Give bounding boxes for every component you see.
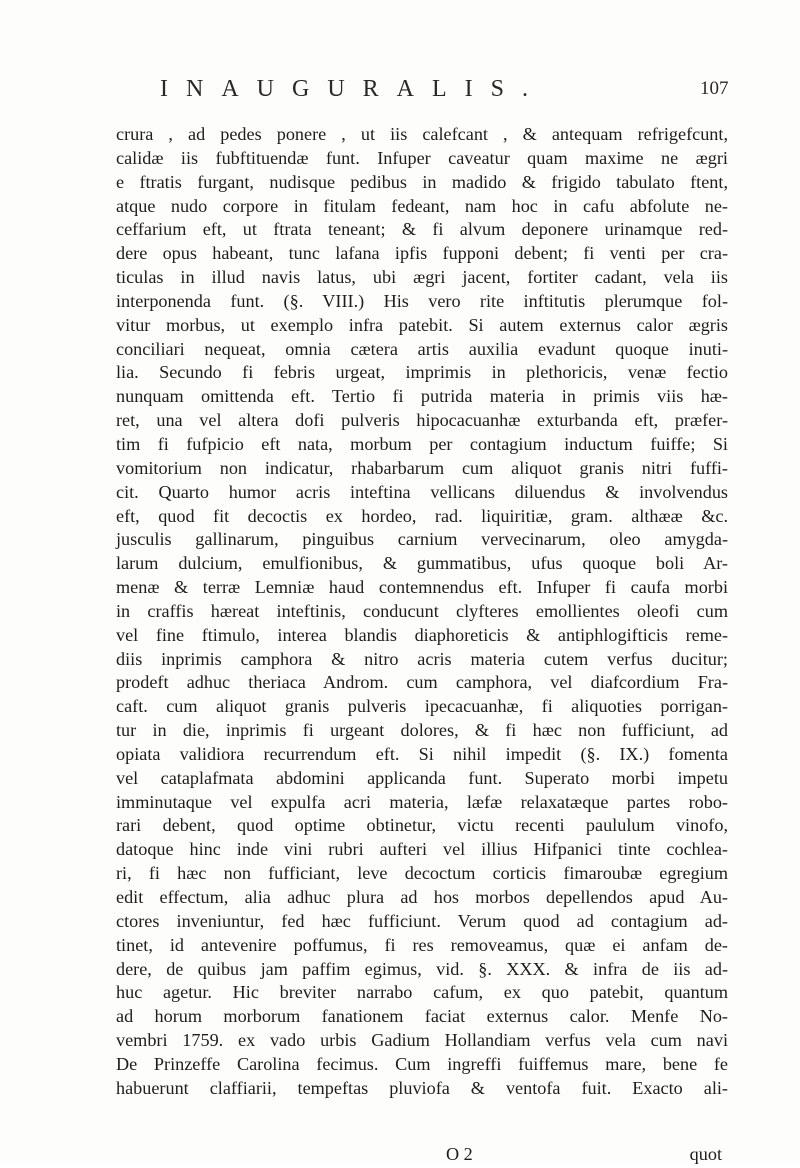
text-line: huc agetur. Hic breviter narrabo cafum, ex quo patebit, quantum bbox=[116, 982, 728, 1003]
running-title: INAUGURALIS. bbox=[160, 76, 546, 102]
catchword: quot bbox=[689, 1144, 722, 1164]
text-line: larum dulcium, emulfionibus, & gummatibus, ufus quoque boli Ar- bbox=[116, 553, 728, 574]
page-number: 107 bbox=[700, 78, 729, 99]
text-line: diis inprimis camphora & nitro acris materia cutem verfus ducitur; bbox=[116, 648, 728, 669]
text-line: tim fi fufpicio eft nata, morbum per contagium inductum fuiffe; Si bbox=[116, 433, 728, 454]
text-line: ticulas in illud navis latus, ubi ægri jacent, fortiter cadant, vela iis bbox=[116, 267, 728, 288]
text-line: vomitorium non indicatur, rhabarbarum cum aliquot granis nitri fuffi- bbox=[116, 457, 728, 478]
text-line: in craffis hæreat inteftinis, conducunt clyfteres emollientes oleofi cum bbox=[116, 600, 728, 621]
text-line: prodeft adhuc theriaca Androm. cum camphora, vel diafcordium Fra- bbox=[116, 672, 728, 693]
text-line: tur in die, inprimis fi urgeant dolores, & fi hæc non fufficiunt, ad bbox=[116, 720, 728, 741]
text-line: crura , ad pedes ponere , ut iis calefcant , & antequam refrigefcunt, bbox=[116, 124, 728, 144]
body-text bbox=[116, 123, 728, 1101]
text-line: ceffarium eft, ut ftrata teneant; & fi alvum deponere urinamque red- bbox=[116, 219, 728, 240]
text-line: vel cataplafmata abdomini applicanda funt. Superato morbi impetu bbox=[116, 767, 728, 788]
text-line: atque nudo corpore in fitulam fedeant, nam hoc in cafu abfolute ne- bbox=[116, 195, 728, 216]
text-line: conciliari nequeat, omnia cætera artis auxilia evadunt quoque inuti- bbox=[116, 338, 728, 359]
text-line: habuerunt claffiarii, tempeftas pluviofa & ventofa fuit. Exacto ali- bbox=[116, 1077, 728, 1098]
text-line: interponenda funt. (§. VIII.) His vero rite inftitutis plerumque fol- bbox=[116, 290, 728, 311]
text-line: eft, quod fit decoctis ex hordeo, rad. liquiritiæ, gram. althææ &c. bbox=[116, 505, 728, 526]
text-line: cit. Quarto humor acris inteftina vellicans diluendus & involvendus bbox=[116, 481, 728, 502]
text-line: imminutaque vel expulfa acri materia, læfæ relaxatæque partes robo- bbox=[116, 791, 728, 812]
text-line: rari debent, quod optime obtinetur, victu recenti paululum vinofo, bbox=[116, 815, 728, 836]
text-line: ret, una vel altera dofi pulveris hipocacuanhæ exturbanda eft, præfer- bbox=[116, 410, 728, 431]
text-line: De Prinzeffe Carolina fecimus. Cum ingreffi fuiffemus mare, bene fe bbox=[116, 1053, 728, 1074]
text-line: edit effectum, alia adhuc plura ad hos morbos depellendos apud Au- bbox=[116, 887, 728, 907]
text-line: ctores inveniuntur, fed hæc fufficiunt. Verum quod ad contagium ad- bbox=[116, 910, 728, 931]
text-line: vembri 1759. ex vado urbis Gadium Hollandiam verfus vela cum navi bbox=[116, 1030, 728, 1051]
text-line: vel fine ftimulo, interea blandis diaphoreticis & antiphlogifticis reme- bbox=[116, 624, 728, 645]
text-line: ri, fi hæc non fufficiant, leve decoctum corticis fimaroubæ egregium bbox=[116, 863, 728, 884]
text-line: menæ & terræ Lemniæ haud contemnendus eft. Infuper fi caufa morbi bbox=[116, 577, 728, 598]
text-line: jusculis gallinarum, pinguibus carnium vervecinarum, oleo amygda- bbox=[116, 529, 728, 550]
text-line: dere opus habeant, tunc lafana ipfis fupponi debent; fi venti per cra- bbox=[116, 243, 728, 264]
signature-mark: O 2 bbox=[446, 1144, 473, 1164]
text-line: vitur morbus, ut exemplo infra patebit. Si autem externus calor ægris bbox=[116, 314, 728, 335]
text-line: e ftratis furgant, nudisque pedibus in madido & frigido tabulato ftent, bbox=[116, 171, 728, 192]
text-line: nunquam omittenda eft. Tertio fi putrida materia in primis viis hæ- bbox=[116, 386, 728, 407]
text-line: lia. Secundo fi febris urgeat, imprimis in plethoricis, venæ fectio bbox=[116, 362, 728, 383]
text-line: dere, de quibus jam paffim egimus, vid. §. XXX. & infra de iis ad- bbox=[116, 958, 728, 979]
text-line: opiata validiora recurrendum eft. Si nihil impedit (§. IX.) fomenta bbox=[116, 743, 728, 764]
text-line: tinet, id antevenire poffumus, fi res removeamus, quæ ei anfam de- bbox=[116, 934, 728, 955]
running-head bbox=[0, 76, 800, 106]
text-line: calidæ iis fubftituendæ funt. Infuper caveatur quam maxime ne ægri bbox=[116, 147, 728, 168]
text-line: ad horum morborum fanationem faciat externus calor. Menfe No- bbox=[116, 1006, 728, 1027]
footer-line bbox=[116, 1146, 728, 1168]
text-line: caft. cum aliquot granis pulveris ipecacuanhæ, fi aliquoties porrigan- bbox=[116, 696, 728, 717]
text-line: datoque hinc inde vini rubri aufteri vel illius Hifpanici tinte cochlea- bbox=[116, 839, 728, 860]
